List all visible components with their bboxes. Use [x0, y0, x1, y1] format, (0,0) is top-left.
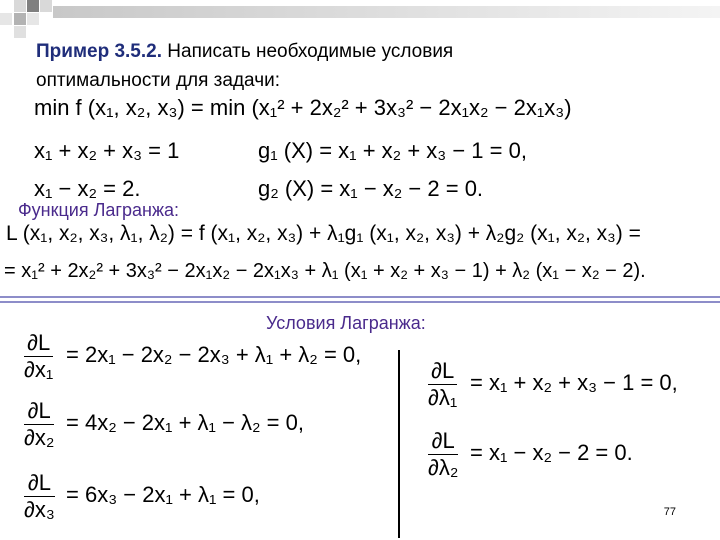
- objective-equation: min f (x₁, x₂, x₃) = min (x₁² + 2x₂² + 3x₃² − 2x₁x₂ − 2x₁x₃): [34, 95, 572, 120]
- title-text: Написать необходимые условия: [162, 41, 454, 62]
- condition-dlambda1: = x₁ + x₂ + x₃ − 1 = 0,: [470, 370, 678, 395]
- corner-decoration: [0, 0, 720, 30]
- partial-dL-dx2: $\frac{\partial L}{\text{∂x₂}}$: [24, 398, 55, 450]
- partial-dL-dlambda1: $\frac{\partial L}{\text{∂λ₁}}$: [428, 358, 458, 410]
- constraint-g2: g₂ (X) = x₁ − x₂ − 2 = 0.: [258, 176, 484, 201]
- lagrange-expansion: = x₁² + 2x₂² + 3x₃² − 2x₁x₂ − 2x₁x₃ + λ₁ (x₁ + x₂ + x₃ − 1) + λ₂ (x₁ − x₂ − 2).: [4, 260, 646, 282]
- condition-dx2: = 4x₂ − 2x₁ + λ₁ − λ₂ = 0,: [66, 410, 304, 435]
- divider-top: [0, 296, 720, 298]
- page-number: 77: [663, 506, 676, 518]
- slide-title: [36, 37, 453, 95]
- constraint-1: x₁ + x₂ + x₃ = 1: [34, 138, 180, 163]
- constraint-2: x₁ − x₂ = 2.: [34, 176, 141, 201]
- condition-dx3: = 6x₃ − 2x₁ + λ₁ = 0,: [66, 482, 260, 507]
- constraint-g1: g₁ (X) = x₁ + x₂ + x₃ − 1 = 0,: [258, 138, 527, 163]
- lagrange-definition: L (x₁, x₂, x₃, λ₁, λ₂) = f (x₁, x₂, x₃) + λ₁g₁ (x₁, x₂, x₃) + λ₂g₂ (x₁, x₂, x₃) =: [6, 222, 641, 245]
- divider-bottom: [0, 301, 720, 303]
- lagrange-conditions-label: Условия Лагранжа:: [266, 313, 426, 333]
- partial-dL-dx1: $\frac{\partial L}{\text{∂x₁}}$: [24, 330, 54, 382]
- title-line2: оптимальности для задачи:: [36, 70, 280, 91]
- partial-dL-dx3: $\frac{\partial L}{\text{∂x₃}}$: [24, 470, 55, 522]
- condition-dx1: = 2x₁ − 2x₂ − 2x₃ + λ₁ + λ₂ = 0,: [66, 342, 362, 367]
- example-number: Пример 3.5.2.: [36, 41, 162, 62]
- vertical-divider: [398, 350, 400, 538]
- partial-dL-dlambda2: $\frac{\partial L}{\text{∂λ₂}}$: [428, 428, 459, 480]
- lagrange-function-label: Функция Лагранжа:: [18, 200, 180, 220]
- condition-dlambda2: = x₁ − x₂ − 2 = 0.: [470, 440, 633, 465]
